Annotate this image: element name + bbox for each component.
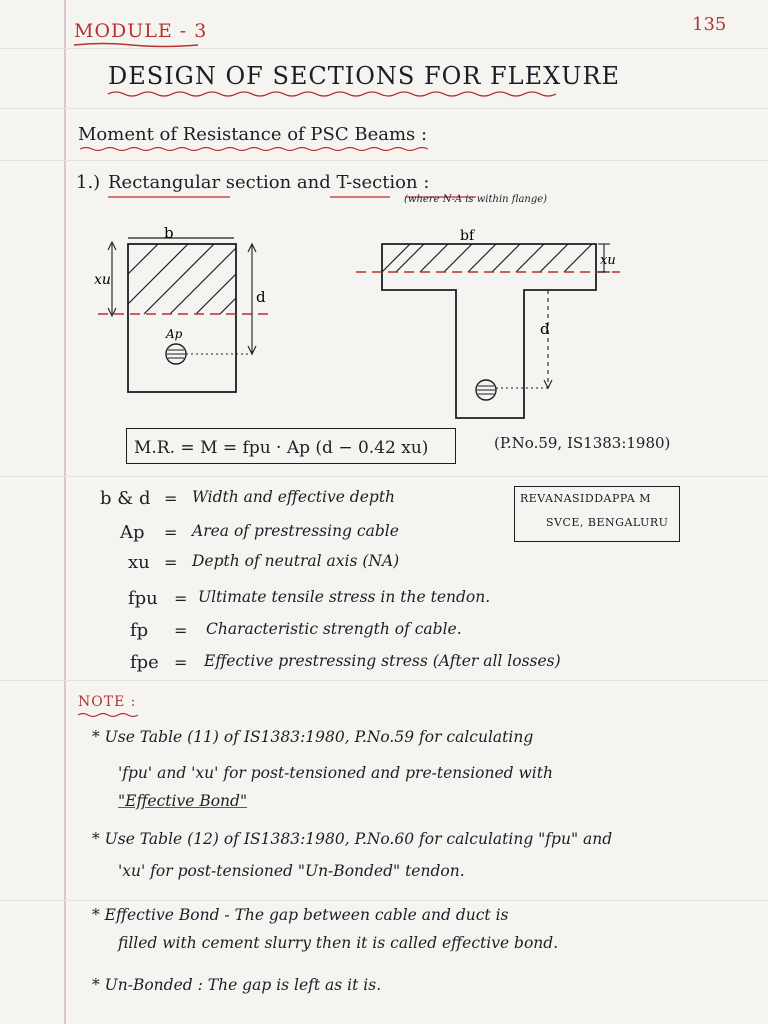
def-text: Depth of neutral axis (NA) xyxy=(192,552,400,570)
title-underline xyxy=(106,90,576,98)
section-number: 1.) xyxy=(76,172,101,193)
tee-d-label: d xyxy=(540,320,550,338)
page-title: DESIGN OF SECTIONS FOR FLEXURE xyxy=(108,62,621,90)
note-heading: NOTE : xyxy=(78,694,137,710)
ruled-line xyxy=(0,476,768,477)
def-symbol: xu xyxy=(128,552,150,573)
subtitle-underline xyxy=(78,146,438,152)
def-equals: = xyxy=(174,653,188,672)
ruled-line xyxy=(0,108,768,109)
def-equals: = xyxy=(174,621,188,640)
module-underline xyxy=(72,42,202,48)
tee-xu-label: xu xyxy=(600,253,616,268)
rect-b-label: b xyxy=(164,224,174,242)
note-item-line: * Un-Bonded : The gap is left as it is. xyxy=(92,976,382,994)
def-symbol: fpe xyxy=(130,652,159,673)
ruled-line xyxy=(0,680,768,681)
def-symbol: fpu xyxy=(128,588,158,609)
def-symbol: fp xyxy=(130,620,149,641)
note-item-line: * Use Table (11) of IS1383:1980, P.No.59 for calculating xyxy=(92,728,534,746)
author-name: REVANASIDDAPPA M xyxy=(520,492,651,505)
note-item-line: filled with cement slurry then it is called effective bond. xyxy=(118,934,559,952)
note-item-line: "Effective Bond" xyxy=(118,792,248,810)
rectangular-section-diagram xyxy=(90,222,290,402)
def-symbol: b & d xyxy=(100,488,151,509)
def-text: Width and effective depth xyxy=(192,488,396,506)
tee-outline xyxy=(382,244,596,418)
def-text: Effective prestressing stress (After all losses) xyxy=(204,652,561,670)
def-equals: = xyxy=(164,523,178,542)
def-text: Characteristic strength of cable. xyxy=(206,620,462,638)
page-number: 135 xyxy=(692,14,727,35)
moment-formula: M.R. = M = fpu · Ap (d − 0.42 xu) xyxy=(134,438,429,458)
tee-bf-label: bf xyxy=(460,228,475,244)
rect-d-label: d xyxy=(256,288,266,306)
ruled-line xyxy=(0,900,768,901)
def-symbol: Ap xyxy=(120,522,145,543)
flange-hatch xyxy=(382,244,592,272)
rect-ap-label: Ap xyxy=(166,327,183,341)
margin-line xyxy=(64,0,66,1024)
note-item-line: * Use Table (12) of IS1383:1980, P.No.60 for calculating "fpu" and xyxy=(92,830,613,848)
note-underline xyxy=(76,712,146,718)
def-equals: = xyxy=(164,489,178,508)
def-equals: = xyxy=(174,589,188,608)
section-note: (where N-A is within flange) xyxy=(404,194,548,205)
note-item-line: * Effective Bond - The gap between cable and duct is xyxy=(92,906,509,924)
def-text: Area of prestressing cable xyxy=(192,522,399,540)
section-heading: Rectangular section and T-section : xyxy=(108,172,430,193)
ruled-line xyxy=(0,48,768,49)
note-item-line: 'xu' for post-tensioned "Un-Bonded" tendon. xyxy=(118,862,465,880)
rect-xu-label: xu xyxy=(94,272,111,288)
author-institute: SVCE, BENGALURU xyxy=(546,516,669,529)
def-text: Ultimate tensile stress in the tendon. xyxy=(198,588,491,606)
note-item-line: 'fpu' and 'xu' for post-tensioned and pre-tensioned with xyxy=(118,764,553,782)
module-label: MODULE - 3 xyxy=(74,20,208,42)
section-subtitle: Moment of Resistance of PSC Beams : xyxy=(78,124,428,145)
tee-section-diagram xyxy=(356,222,636,422)
def-equals: = xyxy=(164,553,178,572)
ruled-line xyxy=(0,160,768,161)
compression-zone-hatch xyxy=(128,244,236,314)
formula-reference: (P.No.59, IS1383:1980) xyxy=(494,434,671,452)
rect-outline xyxy=(128,244,236,392)
